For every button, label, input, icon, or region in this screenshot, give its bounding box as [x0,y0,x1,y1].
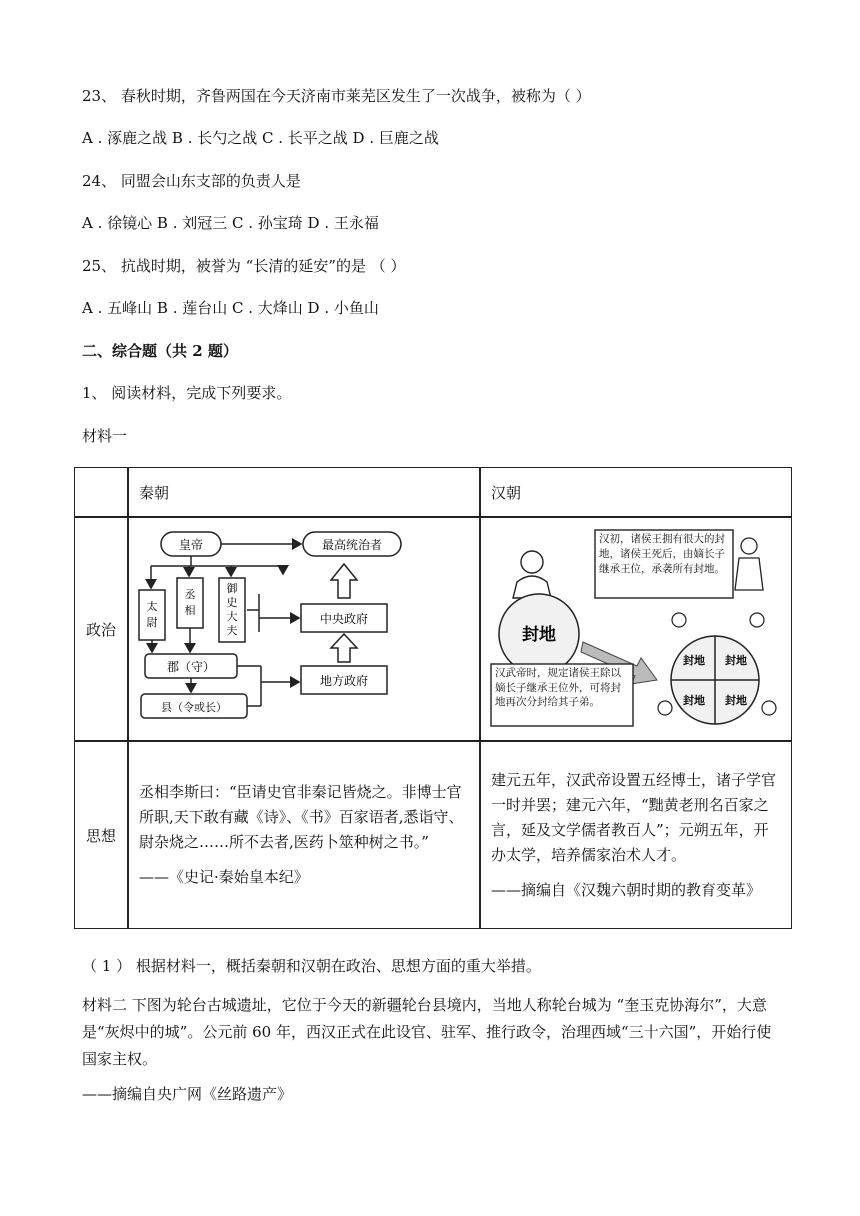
small-fief-label-1: 封地 [683,654,705,667]
hollow-up-arrow-2-icon [331,634,357,662]
question-23-options: A . 涿鹿之战 B . 长勺之战 C . 长平之战 D . 巨鹿之战 [82,129,439,147]
jun-label: 郡（守） [166,660,216,674]
advisor-figure-icon [741,538,757,554]
supreme-ruler-label: 最高统治者 [321,538,383,552]
qin-government-diagram [135,524,473,730]
row-header-thought: 思想 [74,741,128,929]
small-fief-label-4: 封地 [725,694,747,707]
svg-text:丞相: 丞相 [184,588,196,617]
material-2-source: ——摘编自央广网《丝路遗产》 [82,1085,293,1103]
material-1-label: 材料一 [82,427,128,445]
xian-label: 县（令或长） [161,701,227,714]
large-fief-label: 封地 [522,625,556,645]
king-figure-icon [521,551,543,573]
question-25-options: A . 五峰山 B . 莲台山 C . 大烽山 D . 小鱼山 [82,299,379,317]
han-thought-cell [480,741,792,929]
han-note-top-text: 汉初，诸侯王拥有很大的封地，诸侯王死后，由嫡长子继承王位，承袭所有封地。 [599,533,725,575]
question-24-options: A . 徐镜心 B . 刘冠三 C . 孙宝琦 D . 王永福 [82,214,379,232]
row-header-politics: 政治 [74,517,128,741]
table-corner-cell [74,467,128,517]
question-25-stem: 25、 抗战时期，被誉为 “长清的延安”的是 （ ） [82,257,406,275]
qin-thought-source: ——《史记·秦始皇本纪》 [139,868,309,886]
material-1-table [74,467,792,929]
small-fief-label-3: 封地 [683,694,705,707]
local-government-label: 地方政府 [319,674,369,688]
han-thought-text: 建元五年，汉武帝设置五经博士，诸子学官一时并罢；建元六年，“黜黄老刑名百家之言，延及文学儒者教百人”；元朔五年，开办太学，培养儒家治术人才。 [491,770,777,864]
qin-politics-cell [128,517,480,741]
qin-thought-text: 丞相李斯曰：“臣请史官非秦记皆烧之。非博士官所职,天下敢有藏《诗》、《书》百家语者,悉诣守、尉杂烧之……所不去者,医药卜筮种树之书。” [139,783,464,851]
hollow-up-arrow-icon [331,564,357,598]
han-thought-source: ——摘编自《汉魏六朝时期的教育变革》 [491,880,762,899]
taiwei-box [139,590,165,640]
sub-question-1: （ 1 ） 根据材料一，概括秦朝和汉朝在政治、思想方面的重大举措。 [82,957,541,975]
son-figure-1-icon [672,613,686,627]
question-1-stem: 1、 阅读材料，完成下列要求。 [82,384,292,402]
material-2-text: 材料二 下图为轮台古城遗址，它位于今天的新疆轮台县境内，当地人称轮台城为 “奎玉克协海尔”，大意是“灰烬中的城”。公元前 60 年，西汉正式在此设官、驻军、推行政令，治理西域“三十六国”，开始行使国家主权。 [82,996,772,1068]
son-figure-4-icon [762,701,776,715]
han-politics-cell [480,517,792,741]
han-fief-diagram [487,524,785,730]
column-header-han: 汉朝 [480,467,792,517]
column-header-qin: 秦朝 [128,467,480,517]
question-23-stem: 23、 春秋时期，齐鲁两国在今天济南市莱芜区发生了一次战争，被称为（ ） [82,87,591,105]
section-2-heading: 二、综合题（共 2 题） [82,342,238,360]
small-fief-label-2: 封地 [725,654,747,667]
emperor-label: 皇帝 [178,538,204,552]
qin-thought-cell [128,741,480,929]
svg-text:御史大夫: 御史大夫 [226,582,238,637]
son-figure-3-icon [658,701,672,715]
han-note-bottom-text: 汉武帝时，规定诸侯王除以嫡长子继承王位外，可将封地再次分封给其子弟。 [495,667,621,708]
svg-text:太尉: 太尉 [146,600,158,629]
central-government-label: 中央政府 [319,612,369,626]
chengxiang-box [177,578,203,628]
question-24-stem: 24、 同盟会山东支部的负责人是 [82,172,301,190]
son-figure-2-icon [750,613,764,627]
